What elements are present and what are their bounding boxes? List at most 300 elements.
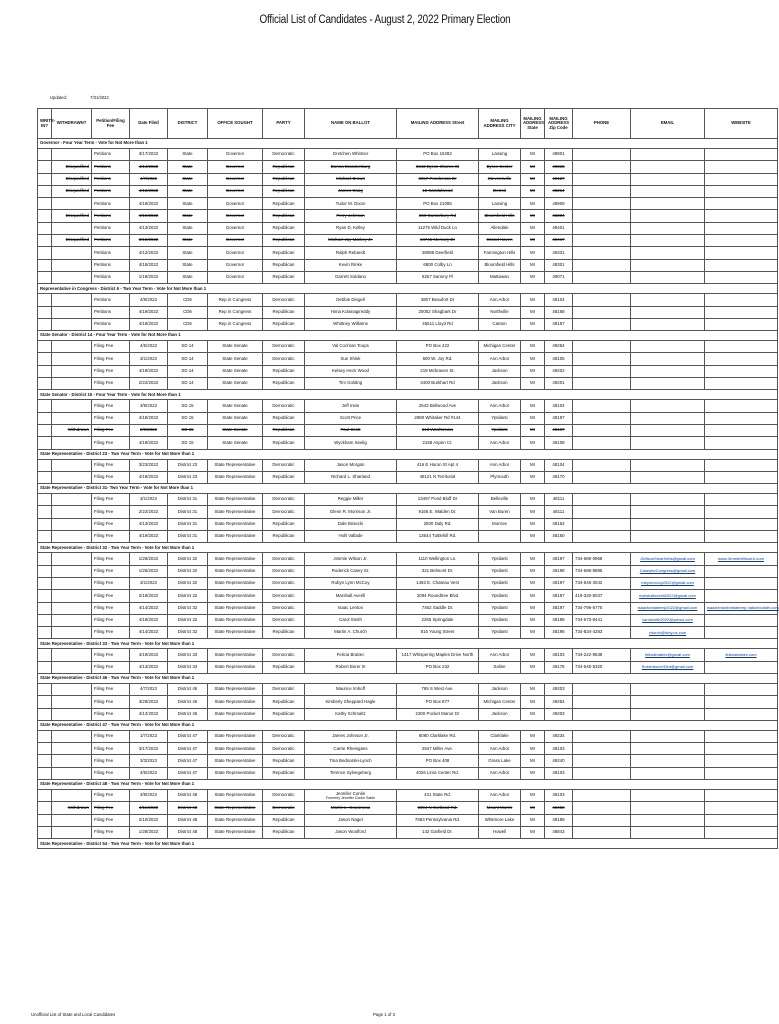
state-cell: MI	[521, 437, 545, 449]
dist-cell: District 46	[168, 696, 208, 708]
col-header: WITHDRAWN?	[52, 109, 92, 139]
wd-cell: Disqualified	[52, 185, 92, 197]
write-in-cell	[38, 602, 52, 614]
date-cell: 4/6/2022	[130, 767, 168, 779]
write-in-cell	[38, 259, 52, 271]
write-in-cell	[38, 755, 52, 767]
web-cell	[705, 802, 778, 814]
state-cell: MI	[521, 577, 545, 589]
web-cell	[705, 437, 778, 449]
section-header	[38, 139, 778, 149]
write-in-cell	[38, 506, 52, 518]
office-cell: State Representative	[208, 553, 263, 565]
city-cell: Ann Arbor	[479, 790, 521, 802]
city-cell: Saline	[479, 661, 521, 673]
state-cell: MI	[521, 210, 545, 222]
zip-cell: 48197	[545, 412, 573, 424]
phone-cell	[573, 235, 631, 247]
phone-cell: 734-686-0968	[573, 553, 631, 565]
section-title: State Representative - District 46 - Two Year Term - Vote for Not More than 1	[38, 673, 778, 683]
party-cell: Republican	[263, 518, 305, 530]
wd-cell	[52, 341, 92, 353]
web-cell	[705, 365, 778, 377]
table-row	[38, 294, 778, 306]
wd-cell	[52, 365, 92, 377]
web-cell	[705, 198, 778, 210]
city-cell: Detroit	[479, 185, 521, 197]
city-cell: Michigan Center	[479, 341, 521, 353]
fee-cell: Filing Fee	[92, 353, 130, 365]
date-cell: 4/19/2022	[130, 412, 168, 424]
phone-cell	[573, 149, 631, 161]
fee-cell: Filing Fee	[92, 743, 130, 755]
col-header: WRITE-IN?	[38, 109, 52, 139]
write-in-cell	[38, 708, 52, 720]
state-cell: MI	[521, 743, 545, 755]
dist-cell: District 47	[168, 767, 208, 779]
table-row	[38, 565, 778, 577]
dist-cell: SD 14	[168, 365, 208, 377]
phone-cell	[573, 400, 631, 412]
web-cell[interactable]: www.JimmieWilsonJr.com	[705, 553, 778, 565]
fee-cell: Filing Fee	[92, 683, 130, 695]
phone-cell: 734-686-9885	[573, 565, 631, 577]
web-cell	[705, 790, 778, 802]
office-cell: State Representative	[208, 459, 263, 471]
office-cell: State Representative	[208, 767, 263, 779]
fee-cell: Petitions	[92, 294, 130, 306]
name-cell: Ryan D. Kelley	[305, 222, 397, 234]
web-cell	[705, 378, 778, 390]
zip-cell: 49401	[545, 222, 573, 234]
date-cell: 4/8/2022	[130, 294, 168, 306]
party-cell: Democratic	[263, 802, 305, 814]
date-cell: 2/22/2022	[130, 506, 168, 518]
city-cell: Stevensville	[479, 173, 521, 185]
table-row	[38, 755, 778, 767]
email-cell[interactable]: carolsmith2022@yahoo.com	[631, 614, 705, 626]
name-cell: Michael Jay Markey Jr.	[305, 235, 397, 247]
state-cell: MI	[521, 185, 545, 197]
party-cell: Republican	[263, 235, 305, 247]
email-cell[interactable]: Robertborer33rd@gmail.com	[631, 661, 705, 673]
fee-cell: Filing Fee	[92, 553, 130, 565]
email-cell[interactable]: marshallaverill2022@gmail.com	[631, 590, 705, 602]
zip-cell: 48176	[545, 661, 573, 673]
party-cell: Republican	[263, 306, 305, 318]
email-cell	[631, 708, 705, 720]
city-cell: Byron Center	[479, 161, 521, 173]
col-header: PARTY	[263, 109, 305, 139]
phone-cell	[573, 755, 631, 767]
office-cell: State Representative	[208, 614, 263, 626]
web-cell	[705, 696, 778, 708]
phone-cell	[573, 365, 631, 377]
office-cell: State Senate	[208, 412, 263, 424]
office-cell: State Representative	[208, 471, 263, 483]
phone-cell	[573, 696, 631, 708]
phone-cell	[573, 353, 631, 365]
dist-cell: District 31	[168, 518, 208, 530]
zip-cell: 49315	[545, 161, 573, 173]
zip-cell: 49240	[545, 755, 573, 767]
fee-cell: Petitions	[92, 247, 130, 259]
party-cell: Democratic	[263, 149, 305, 161]
office-cell: State Representative	[208, 814, 263, 826]
office-cell: State Representative	[208, 708, 263, 720]
table-row	[38, 553, 778, 565]
write-in-cell	[38, 730, 52, 742]
zip-cell: 48197	[545, 577, 573, 589]
col-header: MAILING ADDRESS State	[521, 109, 545, 139]
web-cell[interactable]: feliciabrabec.com	[705, 649, 778, 661]
state-cell: MI	[521, 235, 545, 247]
zip-cell: 48214	[545, 185, 573, 197]
city-cell: Ann Arbor	[479, 400, 521, 412]
date-cell: 4/7/2022	[130, 173, 168, 185]
street-cell: 9166 E. Walden Dr.	[397, 506, 479, 518]
email-cell	[631, 494, 705, 506]
web-cell	[705, 173, 778, 185]
web-cell[interactable]: isaaclentonforstaterep.nationbuilder.com	[705, 602, 778, 614]
phone-cell	[573, 173, 631, 185]
office-cell: State Representative	[208, 602, 263, 614]
street-cell: 45511 Lloyd Rd	[397, 318, 479, 330]
date-cell: 3/3/2022	[130, 755, 168, 767]
zip-cell: 49202	[545, 365, 573, 377]
office-cell: State Representative	[208, 755, 263, 767]
table-row	[38, 149, 778, 161]
state-cell: MI	[521, 683, 545, 695]
fee-cell: Petitions	[92, 271, 130, 283]
dist-cell: District 32	[168, 614, 208, 626]
web-cell	[705, 247, 778, 259]
wd-cell	[52, 400, 92, 412]
col-header: NAME ON BALLOT	[305, 109, 397, 139]
name-cell: Michael Brown	[305, 173, 397, 185]
table-row	[38, 247, 778, 259]
city-cell: Allendale	[479, 222, 521, 234]
street-cell: 7462 Saddle Dr.	[397, 602, 479, 614]
write-in-cell	[38, 271, 52, 283]
section-title: State Representative - District 54 - Two Year Term - Vote for Not More than 1	[38, 839, 778, 849]
date-cell: 4/14/2022	[130, 161, 168, 173]
table-row	[38, 661, 778, 673]
city-cell: Jackson	[479, 365, 521, 377]
wd-cell	[52, 614, 92, 626]
table-body	[38, 139, 778, 849]
office-cell: State Senate	[208, 400, 263, 412]
dist-cell: State	[168, 222, 208, 234]
state-cell: MI	[521, 271, 545, 283]
write-in-cell	[38, 802, 52, 814]
city-cell: Van Buren	[479, 506, 521, 518]
fee-cell: Filing Fee	[92, 518, 130, 530]
party-cell: Republican	[263, 696, 305, 708]
office-cell: State Representative	[208, 565, 263, 577]
email-cell	[631, 222, 705, 234]
office-cell: State Senate	[208, 353, 263, 365]
phone-cell	[573, 306, 631, 318]
office-cell: State Representative	[208, 790, 263, 802]
fee-cell: Filing Fee	[92, 590, 130, 602]
write-in-cell	[38, 198, 52, 210]
table-row	[38, 696, 778, 708]
zip-cell: 48104	[545, 459, 573, 471]
party-cell: Democratic	[263, 506, 305, 518]
name-cell: Jason Morgan	[305, 459, 397, 471]
fee-cell: Petitions	[92, 185, 130, 197]
table-row	[38, 318, 778, 330]
wd-cell	[52, 271, 92, 283]
web-cell	[705, 459, 778, 471]
dist-cell: District 47	[168, 730, 208, 742]
name-cell: Jason Woolford	[305, 826, 397, 838]
office-cell: Governor	[208, 185, 263, 197]
write-in-cell	[38, 412, 52, 424]
fee-cell: Petitions	[92, 259, 130, 271]
street-cell: 1493 E. Chateau Vest	[397, 577, 479, 589]
email-cell	[631, 518, 705, 530]
office-cell: Governor	[208, 161, 263, 173]
party-cell: Republican	[263, 412, 305, 424]
phone-cell	[573, 814, 631, 826]
table-row	[38, 365, 778, 377]
street-cell: 219 Mcbraven St.	[397, 365, 479, 377]
name-cell: Roderick Casey Sr.	[305, 565, 397, 577]
dist-cell: SD 14	[168, 378, 208, 390]
write-in-cell	[38, 306, 52, 318]
date-cell: 2/18/2022	[130, 590, 168, 602]
fee-cell: Filing Fee	[92, 400, 130, 412]
section-title: Governor - Four Year Term - Vote for Not More than 1	[38, 139, 778, 149]
name-cell: Marshall Averill	[305, 590, 397, 602]
party-cell: Republican	[263, 318, 305, 330]
col-header: MAILING ADDRESS Zip Code	[545, 109, 573, 139]
zip-cell: 48104	[545, 400, 573, 412]
name-cell: Donna Brandenburg	[305, 161, 397, 173]
name-cell: Maurice Imhoff	[305, 683, 397, 695]
wd-cell: Disqualified	[52, 173, 92, 185]
web-cell	[705, 471, 778, 483]
office-cell: Governor	[208, 235, 263, 247]
email-cell	[631, 826, 705, 838]
col-header: EMAIL	[631, 109, 705, 139]
table-row	[38, 437, 778, 449]
city-cell: Jackson	[479, 708, 521, 720]
email-cell	[631, 210, 705, 222]
col-header: OFFICE SOUGHT	[208, 109, 263, 139]
state-cell: MI	[521, 318, 545, 330]
fee-cell: Petitions	[92, 173, 130, 185]
state-cell: MI	[521, 790, 545, 802]
section-header	[38, 449, 778, 459]
zip-cell: 48197	[545, 602, 573, 614]
email-cell[interactable]: feliciabrabec@gmail.com	[631, 649, 705, 661]
office-cell: State Representative	[208, 826, 263, 838]
city-cell: Jackson	[479, 683, 521, 695]
city-cell: Lansing	[479, 149, 521, 161]
email-cell	[631, 459, 705, 471]
zip-cell: 48304	[545, 210, 573, 222]
write-in-cell	[38, 494, 52, 506]
office-cell: Governor	[208, 173, 263, 185]
section-header	[38, 284, 778, 294]
wd-cell	[52, 767, 92, 779]
date-cell: 1/26/2022	[130, 565, 168, 577]
web-cell	[705, 424, 778, 436]
zip-cell: 48198	[545, 627, 573, 639]
wd-cell	[52, 247, 92, 259]
email-cell	[631, 294, 705, 306]
dist-cell: SD 14	[168, 353, 208, 365]
web-cell	[705, 661, 778, 673]
wd-cell	[52, 661, 92, 673]
wd-cell	[52, 755, 92, 767]
city-cell: Ypsilanti	[479, 412, 521, 424]
fee-cell: Petitions	[92, 306, 130, 318]
date-cell: 4/19/2022	[130, 471, 168, 483]
party-cell: Democratic	[263, 743, 305, 755]
email-cell[interactable]: robynmccoy2022@gmail.com	[631, 577, 705, 589]
web-cell	[705, 518, 778, 530]
web-cell	[705, 318, 778, 330]
dist-cell: District 32	[168, 577, 208, 589]
date-cell: 3/1/2022	[130, 577, 168, 589]
state-cell: MI	[521, 531, 545, 543]
phone-cell	[573, 378, 631, 390]
wd-cell	[52, 437, 92, 449]
phone-cell	[573, 531, 631, 543]
section-header	[38, 543, 778, 553]
fee-cell: Filing Fee	[92, 341, 130, 353]
email-cell[interactable]: JWilsonSmartVets@gmail.com	[631, 553, 705, 565]
phone-cell	[573, 494, 631, 506]
party-cell: Republican	[263, 173, 305, 185]
date-cell: 4/14/2022	[130, 602, 168, 614]
date-cell: 3/17/2022	[130, 149, 168, 161]
section-title: State Representative - District 47 - Two Year Term - Vote for Not More than 1	[38, 720, 778, 730]
write-in-cell	[38, 590, 52, 602]
name-cell: Debbie Dingell	[305, 294, 397, 306]
street-cell: 9394 N Cortland Rd.	[397, 802, 479, 814]
zip-cell: 48111	[545, 506, 573, 518]
phone-cell	[573, 271, 631, 283]
web-cell	[705, 149, 778, 161]
date-cell: 1/7/2022	[130, 730, 168, 742]
street-cell: 2500 Daly Rd.	[397, 518, 479, 530]
email-cell	[631, 185, 705, 197]
date-cell: 4/13/2022	[130, 661, 168, 673]
state-cell: MI	[521, 708, 545, 720]
street-cell: 1417 Whispering Maples Drive North	[397, 649, 479, 661]
section-header	[38, 390, 778, 400]
zip-cell: 49127	[545, 173, 573, 185]
state-cell: MI	[521, 590, 545, 602]
name-cell: Perry Johnson	[305, 210, 397, 222]
wd-cell	[52, 531, 92, 543]
email-cell[interactable]: CaseyforCongress@gmail.com	[631, 565, 705, 577]
email-cell[interactable]: isaacforstaterep2022@gmail.com	[631, 602, 705, 614]
table-row	[38, 378, 778, 390]
write-in-cell	[38, 210, 52, 222]
phone-cell: 734-834-4283	[573, 627, 631, 639]
candidates-table	[37, 108, 778, 849]
city-cell: Ann Arbor	[479, 459, 521, 471]
state-cell: MI	[521, 173, 545, 185]
write-in-cell	[38, 518, 52, 530]
name-cell: Tina Bednarski-Lynch	[305, 755, 397, 767]
dist-cell: District 48	[168, 802, 208, 814]
party-cell: Democratic	[263, 614, 305, 626]
table-row	[38, 614, 778, 626]
street-cell: 250 Canterbury Rd	[397, 210, 479, 222]
city-cell: Ypsilanti	[479, 614, 521, 626]
table-row	[38, 494, 778, 506]
office-cell: Governor	[208, 149, 263, 161]
zip-cell: 48103	[545, 649, 573, 661]
email-cell	[631, 755, 705, 767]
zip-cell: 48162	[545, 518, 573, 530]
wd-cell	[52, 518, 92, 530]
name-cell: Dale Biniecki	[305, 518, 397, 530]
email-cell	[631, 531, 705, 543]
wd-cell	[52, 378, 92, 390]
street-cell: 815 Young Street	[397, 627, 479, 639]
web-cell	[705, 826, 778, 838]
name-cell: Tim Golding	[305, 378, 397, 390]
write-in-cell	[38, 378, 52, 390]
table-row	[38, 161, 778, 173]
zip-cell: 49417	[545, 235, 573, 247]
party-cell: Republican	[263, 755, 305, 767]
web-cell	[705, 708, 778, 720]
footer-note: Unofficial List of State and Local Candidates	[31, 1012, 116, 1017]
dist-cell: District 47	[168, 755, 208, 767]
web-cell	[705, 627, 778, 639]
fee-cell: Filing Fee	[92, 531, 130, 543]
name-cell: Carol Smith	[305, 614, 397, 626]
fee-cell: Filing Fee	[92, 790, 130, 802]
email-cell	[631, 802, 705, 814]
dist-cell: District 31	[168, 494, 208, 506]
city-cell: Bloomfield Hills	[479, 259, 521, 271]
state-cell: MI	[521, 341, 545, 353]
email-cell	[631, 173, 705, 185]
office-cell: State Senate	[208, 341, 263, 353]
date-cell: 1/19/2022	[130, 271, 168, 283]
write-in-cell	[38, 553, 52, 565]
web-cell	[705, 271, 778, 283]
web-cell	[705, 185, 778, 197]
city-cell: Belleville	[479, 494, 521, 506]
table-row	[38, 826, 778, 838]
party-cell: Republican	[263, 222, 305, 234]
section-header	[38, 839, 778, 849]
date-cell: 4/18/2022	[130, 259, 168, 271]
email-cell	[631, 161, 705, 173]
party-cell: Democratic	[263, 790, 305, 802]
name-cell: Robyn Lynn McCoy	[305, 577, 397, 589]
state-cell: MI	[521, 161, 545, 173]
dist-cell: SD 14	[168, 341, 208, 353]
party-cell: Republican	[263, 437, 305, 449]
street-cell: 2880 Whitaker Rd #144	[397, 412, 479, 424]
table-row	[38, 767, 778, 779]
fee-cell: Filing Fee	[92, 565, 130, 577]
phone-cell	[573, 459, 631, 471]
email-cell[interactable]: church@fuby.us.com	[631, 627, 705, 639]
